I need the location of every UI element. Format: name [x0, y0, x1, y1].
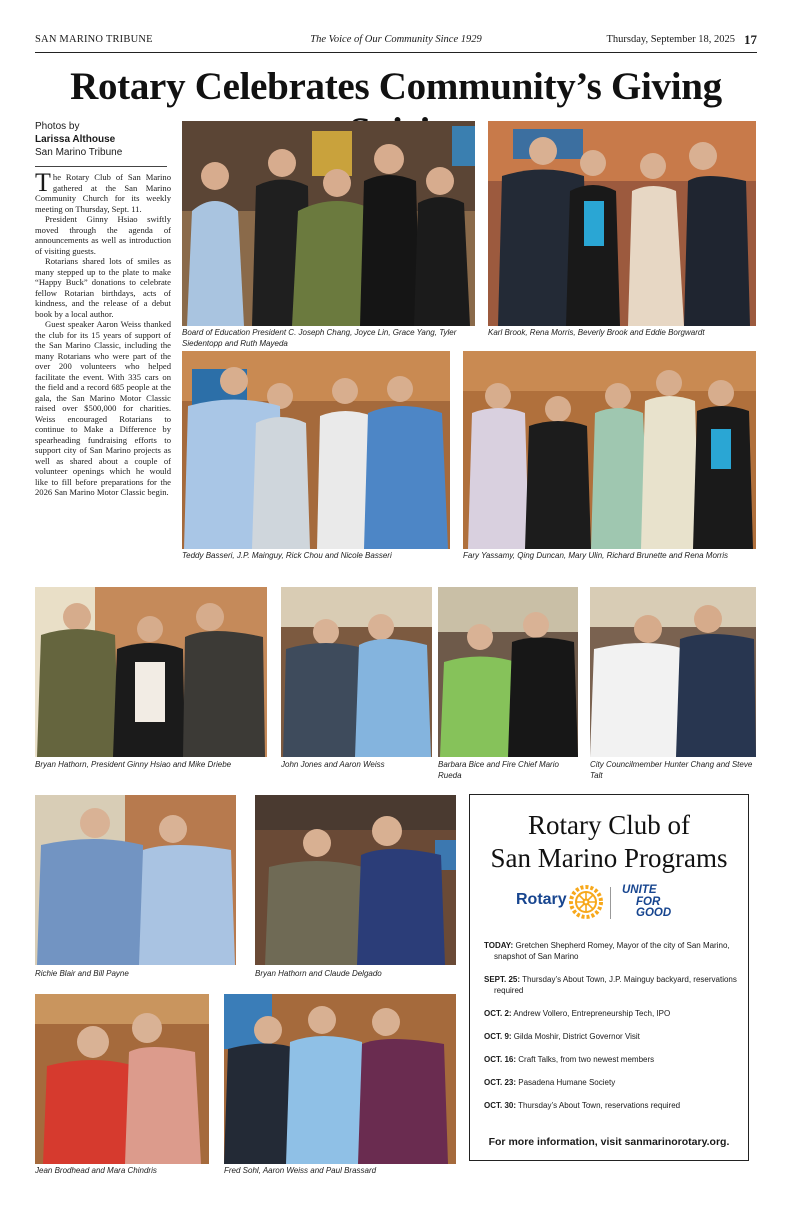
photo-fred-sohl: [224, 994, 456, 1164]
programs-title: Rotary Club of San Marino Programs: [490, 810, 728, 873]
headline: Rotary Celebrates Community’s Giving: [70, 65, 722, 108]
program-item: OCT. 23: Pasadena Humane Society: [484, 1078, 616, 1087]
byline-divider: [35, 166, 167, 167]
logo-divider: [610, 887, 611, 919]
program-item: TODAY: Gretchen Shepherd Romey, Mayor of the city of San Marino, snapshot of San Marino: [484, 941, 730, 961]
program-item: OCT. 16: Craft Talks, from two newest members: [484, 1055, 655, 1064]
article-body: [35, 168, 171, 498]
byline-name: Larissa Althouse: [35, 134, 116, 145]
program-item: OCT. 9: Gilda Moshir, District Governor Visit: [484, 1032, 640, 1041]
program-item: OCT. 2: Andrew Vollero, Entrepreneurship Tech, IPO: [484, 1009, 671, 1018]
article-paragraph: President Ginny Hsiao swiftly moved through the agenda of announcements as well as introduction of visiting guests.: [35, 214, 171, 256]
byline-label: Photos by: [35, 121, 80, 132]
photo-bryan-hathorn-ginny-hsiao: [35, 587, 267, 757]
article-paragraph: Rotarians shared lots of smiles as many stepped up to the plate to make “Happy Buck” donations to celebrate fellow Rotarian birthdays, acts of kindness, and the release of a debut book by a local author.: [35, 256, 171, 319]
photo-karl-brook: [488, 121, 756, 326]
drop-cap: T: [35, 168, 51, 197]
programs-box: [469, 794, 749, 1161]
photo-board-of-education: [182, 121, 475, 326]
photo-caption: Fary Yassamy, Qing Duncan, Mary Ulin, Richard Brunette and Rena Morris: [463, 551, 728, 560]
photo-caption: John Jones and Aaron Weiss: [281, 760, 385, 769]
photo-claude-delgado: [255, 795, 456, 965]
programs-footer: For more information, visit sanmarinorotary.org.: [488, 1136, 730, 1148]
photo-john-jones: [281, 587, 432, 757]
photo-caption: Bryan Hathorn, President Ginny Hsiao and Mike Driebe: [35, 760, 232, 769]
program-item: SEPT. 25: Thursday’s About Town, J.P. Mainguy backyard, reservations required: [484, 975, 737, 995]
paper-tagline: The Voice of Our Community Since 1929: [310, 34, 482, 45]
photo-richie-blair: [35, 795, 236, 965]
photo-caption: Jean Brodhead and Mara Chindris: [35, 1166, 157, 1175]
photo-caption: Karl Brook, Rena Morris, Beverly Brook and Eddie Borgwardt: [488, 328, 705, 337]
photo-caption: Board of Education President C. Joseph Chang, Joyce Lin, Grace Yang, Tyler Siedentopp and Ruth Mayeda: [182, 328, 457, 348]
photo-barbara-bice: [438, 587, 578, 757]
page-number: 17: [744, 32, 757, 47]
photo-hunter-chang: [590, 587, 756, 757]
byline: [35, 120, 167, 159]
photo-caption: Bryan Hathorn and Claude Delgado: [255, 969, 382, 978]
rotary-wordmark: Rotary: [516, 891, 567, 908]
paper-name: SAN MARINO TRIBUNE: [35, 34, 153, 45]
photo-jean-brodhead: [35, 994, 209, 1164]
rotary-wheel-icon: [568, 884, 604, 920]
article-paragraph: The Rotary Club of San Marino gathered at the San Marino Community Church for its weekly meeting on Thursday, Sept. 11.: [35, 168, 171, 214]
program-item: OCT. 30: Thursday’s About Town, reservations required: [484, 1101, 681, 1110]
article-paragraph: Guest speaker Aaron Weiss thanked the club for its 15 years of support of the San Marino Classic, including the many Rotarians who were part of the over 200 volunteers who helped facilitate the event. With 335 cars on the field and a record 685 people at the gala, the San Marino Motor Classic raised over $500,000 for charities. Weiss encouraged Rotarians to continue to Make a Difference by spearheading fundraising efforts to support city of San Marino projects as well as shared about a couple of volunteer openings which he would like to fill before preparations for the 2026 San Marino Motor Classic begin.: [35, 319, 171, 497]
rotary-logo: [510, 883, 710, 923]
masthead: [35, 34, 757, 52]
byline-org: San Marino Tribune: [35, 147, 123, 158]
photo-caption: City Councilmember Hunter Chang and Steve Talt: [590, 760, 753, 780]
unite-for-good-logo: UNITE FOR GOOD: [622, 884, 672, 919]
photo-caption: Barbara Bice and Fire Chief Mario Rueda: [438, 760, 559, 780]
photo-teddy-basseri: [182, 351, 450, 549]
masthead-divider: [35, 52, 757, 53]
photo-fary-yassamy: [463, 351, 756, 549]
photo-caption: Teddy Basseri, J.P. Mainguy, Rick Chou and Nicole Basseri: [182, 551, 392, 560]
photo-caption: Fred Sohl, Aaron Weiss and Paul Brassard: [224, 1166, 377, 1175]
photo-caption: Richie Blair and Bill Payne: [35, 969, 129, 978]
issue-date: Thursday, September 18, 2025: [606, 34, 735, 45]
